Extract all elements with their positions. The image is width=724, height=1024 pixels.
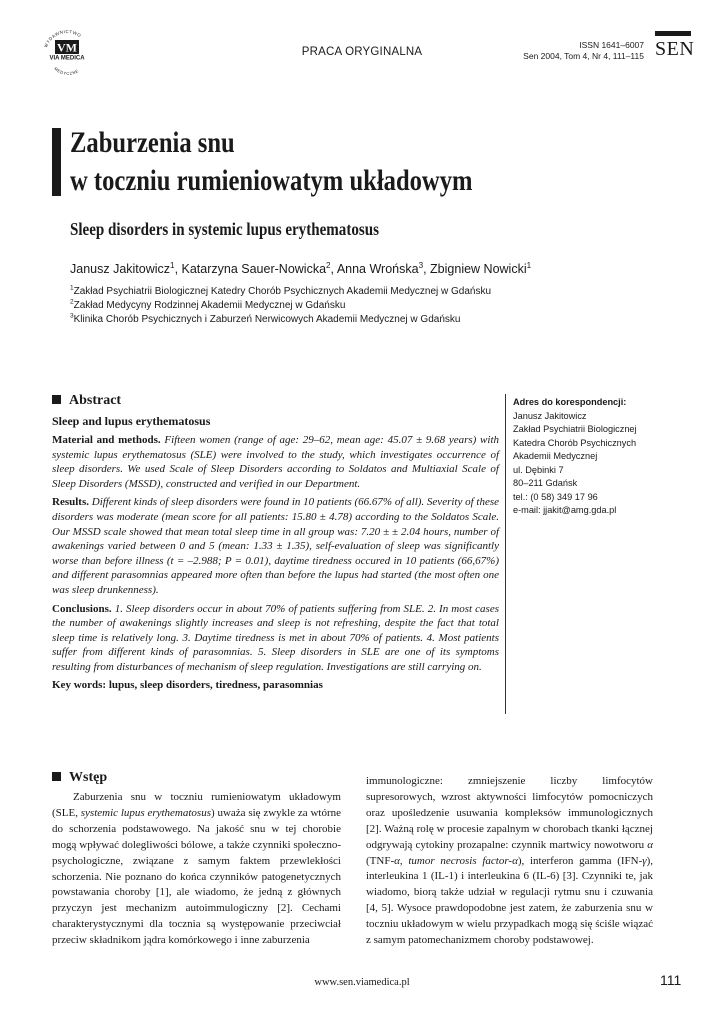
correspondence-line: Zakład Psychiatrii Biologicznej [513,424,637,434]
correspondence-line: ul. Dębinki 7 [513,464,564,475]
column-divider [505,394,506,714]
correspondence [513,396,637,518]
logo-mark: VM [57,40,77,55]
article-title [70,124,472,200]
title-bar [52,128,61,196]
abstract-conclusions: Conclusions. 1. Sleep disorders occur in about 70% of patients suffering from SLE. 2. In most cases the number of awakenings slightly increases and sleep is not refreshing, despite the fact that total sleep time is relatively long. 3. Daytime tiredness is met in about 70% of patients. 4. Most patients suffer from different kinds of parasomnias. 5. Sleep disorders in SLE are one of its symptoms resulting from disturbances of mechanism of sleep regulation. Investigations are still carrying on. [52,602,500,673]
correspondence-email: e-mail: jjakit@amg.gda.pl [513,505,617,515]
square-bullet-icon [52,395,61,404]
affiliation: $^1$Zakład Psychiatrii Biologicznej Katedry Chorób Psychicznych Akademii Medycznej w Gdańsku [70,284,492,297]
logo-ring-text-bottom: MEDYCZNE [53,65,80,76]
intro-column-1 [52,790,341,949]
issue-info [523,40,644,62]
abstract [52,393,499,691]
footer-url[interactable]: www.sen.viamedica.pl [314,977,410,988]
correspondence-line: Katedra Chorób Psychicznych [513,437,637,448]
affiliations [70,285,491,327]
affiliation: $^2$Zakład Medycyny Rodzinnej Akademii Medycznej w Gdańsku [70,298,346,311]
journal-logo-bar [655,31,691,36]
correspondence-line: 80–211 Gdańsk [513,478,578,488]
issue: Sen 2004, Tom 4, Nr 4, 111–115 [523,51,644,61]
abstract-methods: Material and methods. Fifteen women (range of age: 29–62, mean age: 45.07 ± 9.68 years) with systemic lupus erythematosus (SLE) were involved to the study, which investigates occurrence of sleep disorders. We used Scale of Sleep Disorders according to Soldatos and Multiaxial Scale of Sleep Disorders (MSSD), constructed and verified in our Department. [52,434,499,490]
correspondence-line: Akademii Medycznej [513,451,598,461]
affiliation: $^3$Klinika Chorób Psychicznych i Zaburzeń Nerwicowych Akademii Medycznej w Gdańsku [70,312,461,325]
author: Zbigniew Nowicki$^1$ [430,260,532,276]
title-line-2: w toczniu rumieniowatym układowym [70,164,473,197]
author: Janusz Jakitowicz$^1$, [70,260,182,276]
correspondence-line: tel.: (0 58) 349 17 96 [513,491,598,502]
page-number: 111 [660,972,682,988]
logo-name: VIA MEDICA [49,55,85,62]
logo-ring-text: WYDAWNICTWO [43,28,83,49]
issn: ISSN 1641–6007 [579,40,644,50]
intro-column-2 [366,774,653,949]
author: Anna Wrońska$^3$, [336,260,431,276]
correspondence-heading: Adres do korespondencji: [513,397,627,407]
article-subtitle: Sleep disorders in systemic lupus erythematosus [70,219,379,239]
intro-paragraph: immunologiczne: zmniejszenie liczby limfocytów supresorowych, wzrost aktywności limfocytów pomocniczych oraz upośledzenie usuwania kompleksów immunologicznych [2]. Ważną rolę w procesie zapalnym w chorobach tkanki łącznej odgrywają cytokiny prozapalne: czynnik martwicy nowotworu α (TNF-α, tumor necrosis factor-α), interferon gamma (IFN-γ), interleukina 1 (IL-1) i interleukina 6 (IL-6) [3]. Czynniki te, jak wiadomo, biorą także udział w regulacji rytmu snu i czuwania [4, 5]. Wysoce prawdopodobne jest zatem, że zaburzenia snu w toczniu układowym w wielu przypadkach mogą się ściśle wiązać z samym patomechanizmem choroby podstawowej. [366,775,654,947]
correspondence-line: Janusz Jakitowicz [513,410,587,421]
title-line-1: Zaburzenia snu [70,126,235,159]
intro-paragraph: Zaburzenia snu w toczniu rumieniowatym układowym (SLE, systemic lupus erythematosus) uważa się zwykle za wtórne do schorzenia podstawowego. Na jakość snu w tej chorobie mogą wpływać dolegliwości bólowe, a także czynniki społeczno-psychologiczne, związane z samym faktem przewlekłości schorzenia. Nie poznano do końca czynników patogenetycznych powstawania choroby [1], ale wiadomo, że jedną z głównych przyczyn jest mechanizm autoimmulogiczny [2]. Cechami charakterystycznymi dla tocznia są występowanie przeciwciał przeciw składnikom jądra komórkowego i inne zaburzenia [52,791,341,947]
section-label: PRACA ORYGINALNA [301,46,423,58]
abstract-heading: Abstract [52,393,499,409]
abstract-subheading: Sleep and lupus erythematosus [52,414,211,428]
svg-text:MEDYCZNE [53,66,79,76]
abstract-results: Results. Different kinds of sleep disorders were found in 10 patients (66.67% of all). Severity of these disorders was moderate (mean score for all patients: 15.80 ± 4.78) according to the Soldatos Scale. Our MSSD scale showed that mean total sleep time in all group was: 7.20 ± ± 2.04 hours, number of awakenings varied between 0 and 5 (mean: 1.33 ± 1.35), self-evaluation of sleep was significantly worse than before illness (t = –2.988; P = 0.01), daytime tiredness occured in 10 patients (66,67%) and different parasomnias appeared more often than before the lupus had started (the most often one was sleep drunkenness). [52,496,500,596]
journal-logo: SEN [655,38,695,60]
keywords: Key words: lupus, sleep disorders, tiredness, parasomnias [52,678,323,691]
author-list [70,262,531,276]
square-bullet-icon [52,772,61,781]
intro-heading: Wstęp [52,770,107,786]
author: Katarzyna Sauer-Nowicka$^2$, [181,260,337,276]
